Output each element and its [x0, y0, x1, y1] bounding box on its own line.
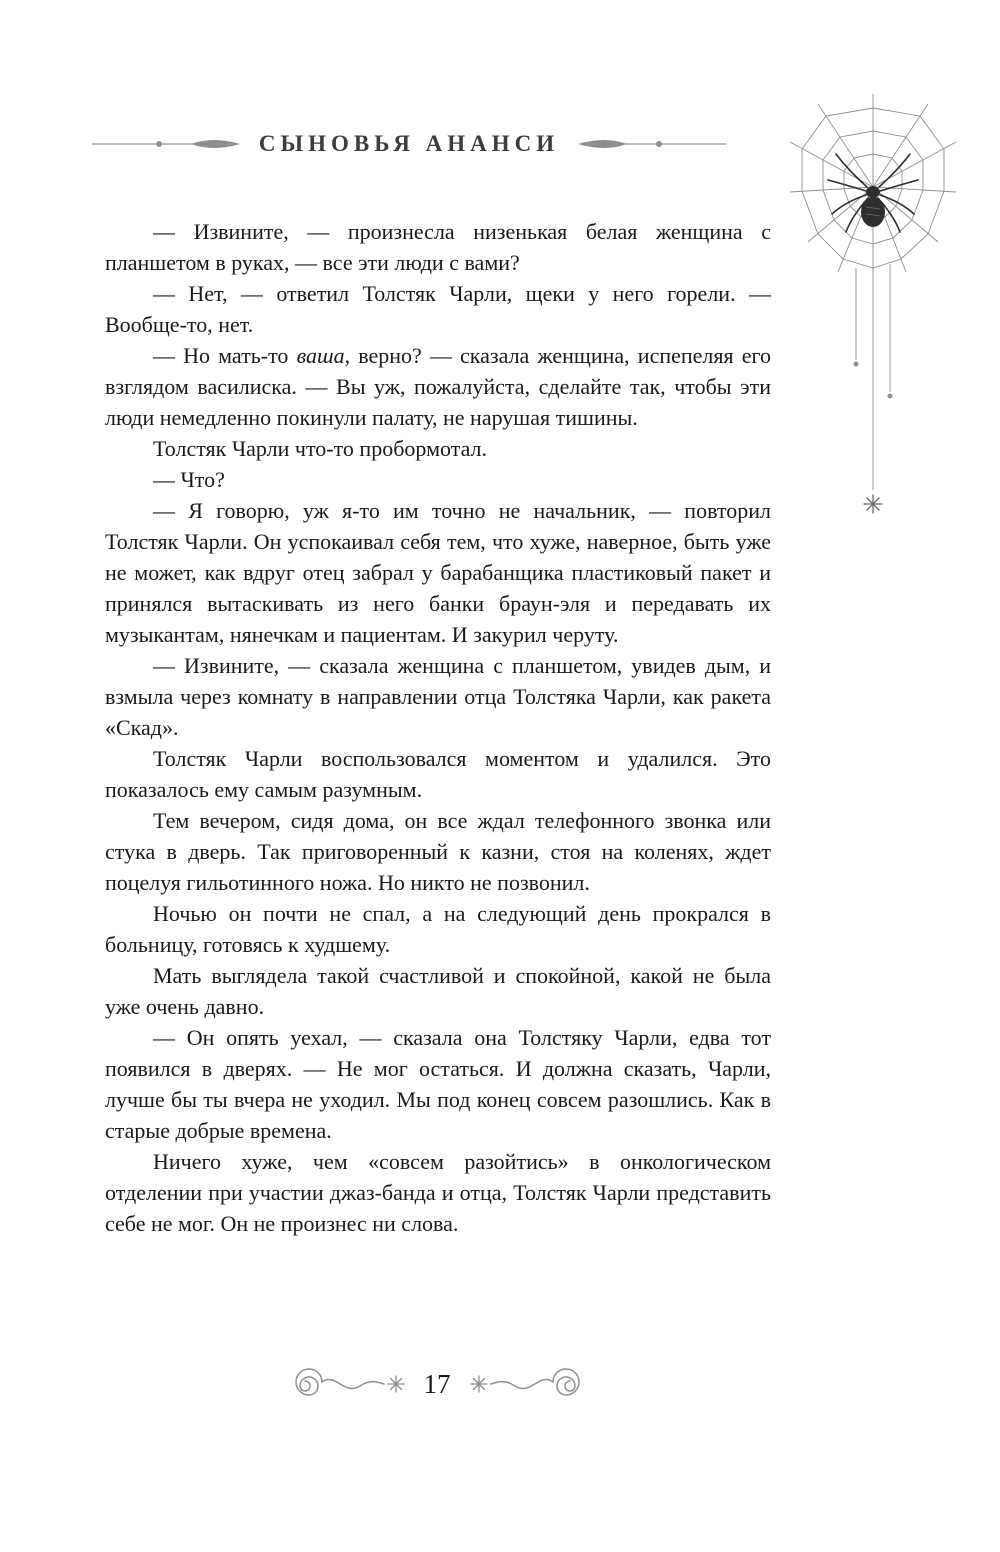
- paragraph-text: , верно? — сказала женщина, испепеляя его взглядом василиска. — Вы уж, пожалуйста, сделайте так, чтобы эти люди немедленно покинули палату, не нарушая тишины.: [105, 343, 772, 430]
- body-text: [105, 216, 771, 1239]
- paragraph: [105, 1146, 771, 1239]
- header-flourish-left-icon: [91, 135, 241, 153]
- sparkle-icon: [864, 495, 882, 513]
- paragraph: [105, 805, 771, 898]
- paragraph-text: — Я говорю, уж я-то им точно не начальник, — повторил Толстяк Чарли. Он успокаивал себя тем, что хуже, наверное, быть уже не может, как вдруг отец забрал у барабанщика пластиковый пакет и принялся вытаскивать из него банки браун-эля и передавать их музыкантам, нянечкам и пациентам. И закурил черуту.: [105, 498, 771, 647]
- paragraph-text: Толстяк Чарли что-то пробормотал.: [153, 436, 488, 461]
- web-threads: [790, 94, 956, 490]
- footer-flourish-right-icon: [467, 1362, 587, 1406]
- paragraph-text: Ночью он почти не спал, а на следующий день прокрался в больницу, готовясь к худшему.: [105, 901, 771, 957]
- paragraph-text: — Но мать-то: [153, 343, 297, 368]
- header-flourish-right-icon: [577, 135, 727, 153]
- paragraph-text: — Нет, — ответил Толстяк Чарли, щеки у него горели. — Вообще-то, нет.: [105, 281, 771, 337]
- paragraph: [105, 743, 771, 805]
- paragraph-emphasis: ваша: [296, 343, 345, 368]
- paragraph-text: — Он опять уехал, — сказала она Толстяку Чарли, едва тот появился в дверях. — Не мог остаться. И должна сказать, Чарли, лучше бы ты вчера не уходил. Мы под конец совсем разошлись. Как в старые добрые времена.: [105, 1025, 771, 1143]
- paragraph: [105, 898, 771, 960]
- paragraph: [105, 464, 771, 495]
- page-number: 17: [423, 1368, 451, 1399]
- paragraph: [105, 495, 771, 650]
- paragraph: [105, 960, 771, 1022]
- paragraph: [105, 340, 771, 433]
- paragraph: [105, 433, 771, 464]
- paragraph: [105, 278, 771, 340]
- paragraph: [105, 650, 771, 743]
- page-footer: [167, 1362, 707, 1406]
- paragraph: [105, 216, 771, 278]
- running-title: СЫНОВЬЯ АНАНСИ: [258, 131, 560, 156]
- paragraph-text: Ничего хуже, чем «совсем разойтись» в онкологическом отделении при участии джаз-банда и отца, Толстяк Чарли представить себе не мог. Он не произнес ни слова.: [105, 1149, 771, 1236]
- paragraph-text: — Извините, — сказала женщина с планшетом, увидев дым, и взмыла через комнату в направлении отца Толстяка Чарли, как ракета «Скад».: [105, 653, 771, 740]
- page-header: [100, 131, 718, 157]
- footer-flourish-left-icon: [288, 1362, 408, 1406]
- paragraph-text: Мать выглядела такой счастливой и спокойной, какой не была уже очень давно.: [105, 963, 771, 1019]
- paragraph-text: Толстяк Чарли воспользовался моментом и удалился. Это показалось ему самым разумным.: [105, 746, 771, 802]
- paragraph-text: — Что?: [153, 467, 225, 492]
- paragraph: [105, 1022, 771, 1146]
- paragraph-text: — Извините, — произнесла низенькая белая женщина с планшетом в руках, — все эти люди с вами?: [105, 219, 771, 275]
- spider-web-icon: [788, 92, 958, 532]
- paragraph-text: Тем вечером, сидя дома, он все ждал телефонного звонка или стука в дверь. Так приговоренный к казни, стоя на коленях, ждет поцелуя гильотинного ножа. Но никто не позвонил.: [105, 808, 771, 895]
